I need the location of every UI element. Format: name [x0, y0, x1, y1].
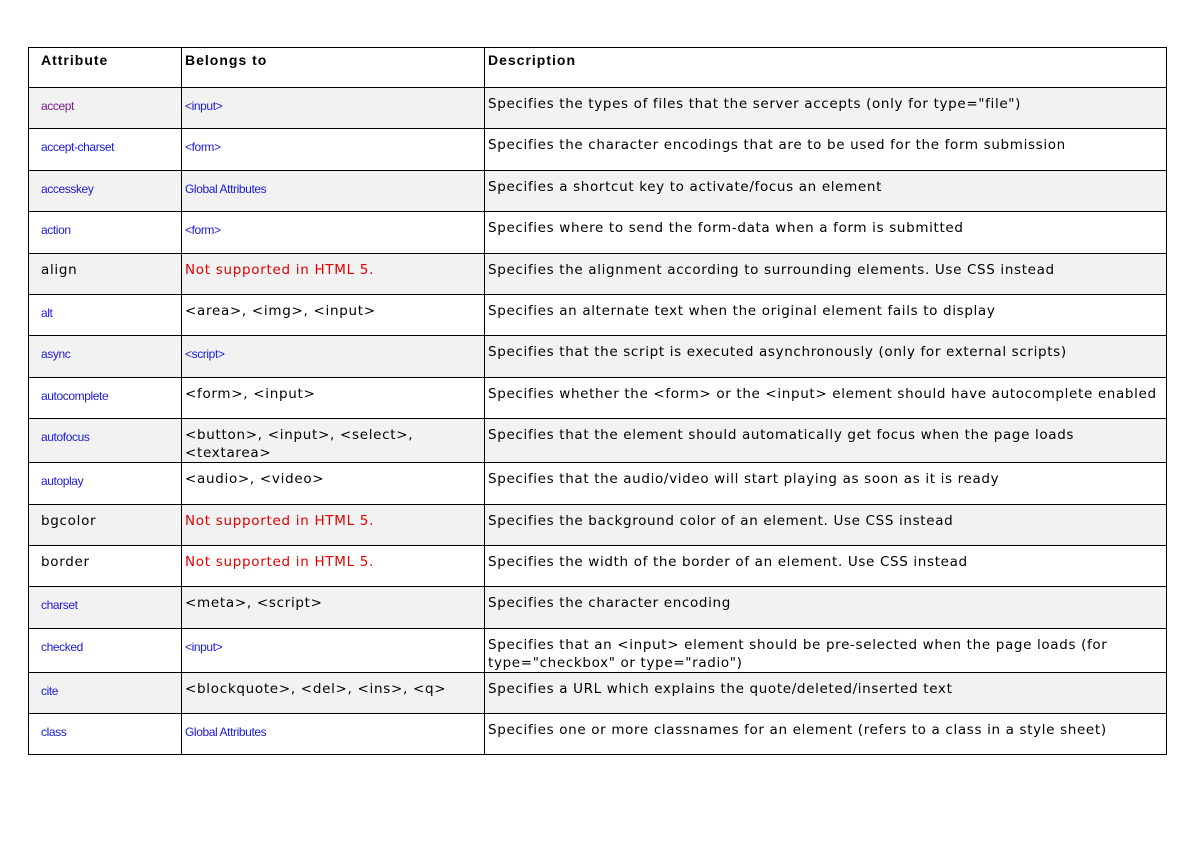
table-body	[29, 88, 1167, 755]
description-cell	[485, 253, 1167, 294]
belongs-to-cell	[182, 463, 485, 504]
attribute-name: charset	[41, 598, 78, 613]
attribute-name: async	[41, 347, 71, 362]
belongs-to-cell	[182, 253, 485, 294]
belongs-to-value: <form>	[185, 223, 221, 238]
description-cell	[485, 212, 1167, 253]
description-text: Specifies that the script is executed asynchronously (only for external scripts)	[488, 344, 1067, 361]
attribute-name: bgcolor	[41, 512, 97, 529]
belongs-to-cell	[182, 504, 485, 545]
description-text: Specifies that an <input> element should be pre-selected when the page loads (for type="checkbox" or type="radio")	[488, 636, 1108, 671]
attribute-name: class	[41, 725, 67, 740]
table-row	[29, 419, 1167, 463]
table-header-row	[29, 48, 1167, 88]
belongs-to-cell	[182, 212, 485, 253]
attribute-cell	[29, 587, 182, 628]
table-row	[29, 628, 1167, 672]
attribute-cell	[29, 170, 182, 211]
belongs-to-cell	[182, 672, 485, 713]
attribute-cell	[29, 419, 182, 463]
table-row	[29, 587, 1167, 628]
attribute-cell	[29, 504, 182, 545]
attribute-name: accesskey	[41, 181, 94, 196]
header-belongs-to: Belongs to	[182, 48, 485, 88]
description-text: Specifies whether the <form> or the <input> element should have autocomplete enabled	[488, 385, 1157, 402]
attribute-name: alt	[41, 305, 53, 320]
description-cell	[485, 672, 1167, 713]
table-row	[29, 294, 1167, 335]
belongs-to-cell	[182, 545, 485, 586]
attribute-cell	[29, 336, 182, 377]
description-cell	[485, 463, 1167, 504]
attribute-cell	[29, 628, 182, 672]
attribute-cell	[29, 294, 182, 335]
table-row	[29, 463, 1167, 504]
belongs-to-cell	[182, 419, 485, 463]
attribute-cell	[29, 88, 182, 129]
attribute-cell	[29, 129, 182, 170]
description-cell	[485, 336, 1167, 377]
belongs-to-value: Not supported in HTML 5.	[185, 261, 375, 278]
description-text: Specifies the character encodings that are to be used for the form submission	[488, 137, 1066, 154]
table-row	[29, 253, 1167, 294]
attribute-name: accept	[41, 99, 74, 113]
belongs-to-value: <input>	[185, 639, 223, 654]
belongs-to-value: <audio>, <video>	[185, 471, 325, 488]
attribute-name: accept-charset	[41, 140, 115, 155]
attribute-cell	[29, 253, 182, 294]
belongs-to-value: <area>, <img>, <input>	[185, 302, 376, 319]
header-attribute: Attribute	[29, 48, 182, 88]
belongs-to-cell	[182, 377, 485, 418]
belongs-to-value: <script>	[185, 347, 225, 362]
description-text: Specifies one or more classnames for an element (refers to a class in a style sheet)	[488, 722, 1107, 739]
description-cell	[485, 419, 1167, 463]
table-row	[29, 672, 1167, 713]
header-description: Description	[485, 48, 1167, 88]
attribute-cell	[29, 714, 182, 755]
attributes-table	[28, 47, 1167, 755]
table-row	[29, 88, 1167, 129]
description-cell	[485, 170, 1167, 211]
belongs-to-cell	[182, 170, 485, 211]
attribute-name: cite	[41, 683, 59, 698]
attribute-name: align	[41, 261, 78, 278]
table-row	[29, 212, 1167, 253]
description-text: Specifies where to send the form-data when a form is submitted	[488, 220, 964, 237]
attribute-name: action	[41, 223, 71, 238]
description-cell	[485, 129, 1167, 170]
belongs-to-value: Global Attributes	[185, 725, 267, 740]
attribute-name: autoplay	[41, 474, 84, 489]
description-text: Specifies the alignment according to surrounding elements. Use CSS instead	[488, 261, 1055, 278]
description-text: Specifies a URL which explains the quote/deleted/inserted text	[488, 680, 953, 697]
description-cell	[485, 377, 1167, 418]
attribute-cell	[29, 672, 182, 713]
table-row	[29, 336, 1167, 377]
belongs-to-value: <button>, <input>, <select>, <textarea>	[185, 427, 414, 462]
belongs-to-value: <form>	[185, 140, 221, 155]
table-row	[29, 714, 1167, 755]
attribute-cell	[29, 545, 182, 586]
belongs-to-value: <meta>, <script>	[185, 595, 323, 612]
belongs-to-value: Global Attributes	[185, 181, 267, 196]
description-text: Specifies that the element should automatically get focus when the page loads	[488, 427, 1075, 444]
attribute-cell	[29, 377, 182, 418]
table-row	[29, 545, 1167, 586]
belongs-to-value: <form>, <input>	[185, 385, 316, 402]
table-row	[29, 377, 1167, 418]
table-row	[29, 170, 1167, 211]
description-text: Specifies that the audio/video will start playing as soon as it is ready	[488, 471, 1000, 488]
table-row	[29, 129, 1167, 170]
belongs-to-cell	[182, 628, 485, 672]
description-text: Specifies an alternate text when the original element fails to display	[488, 302, 996, 319]
document-sheet	[28, 47, 1166, 755]
description-text: Specifies a shortcut key to activate/focus an element	[488, 178, 883, 195]
attribute-name: autofocus	[41, 430, 90, 445]
belongs-to-cell	[182, 88, 485, 129]
belongs-to-value: <blockquote>, <del>, <ins>, <q>	[185, 680, 447, 697]
belongs-to-cell	[182, 587, 485, 628]
description-text: Specifies the width of the border of an element. Use CSS instead	[488, 553, 968, 570]
description-text: Specifies the character encoding	[488, 595, 731, 612]
belongs-to-cell	[182, 294, 485, 335]
attribute-name: autocomplete	[41, 388, 109, 403]
description-text: Specifies the background color of an element. Use CSS instead	[488, 512, 954, 529]
attribute-name: border	[41, 553, 90, 570]
belongs-to-value: Not supported in HTML 5.	[185, 512, 375, 529]
description-cell	[485, 587, 1167, 628]
belongs-to-cell	[182, 336, 485, 377]
description-text: Specifies the types of files that the server accepts (only for type="file")	[488, 96, 1022, 112]
attribute-name: checked	[41, 639, 83, 654]
description-cell	[485, 504, 1167, 545]
belongs-to-value: Not supported in HTML 5.	[185, 553, 375, 570]
description-cell	[485, 714, 1167, 755]
description-cell	[485, 545, 1167, 586]
belongs-to-cell	[182, 714, 485, 755]
description-cell	[485, 294, 1167, 335]
description-cell	[485, 628, 1167, 672]
belongs-to-cell	[182, 129, 485, 170]
attribute-cell	[29, 463, 182, 504]
attribute-cell	[29, 212, 182, 253]
belongs-to-value: <input>	[185, 99, 223, 113]
table-row	[29, 504, 1167, 545]
description-cell	[485, 88, 1167, 129]
